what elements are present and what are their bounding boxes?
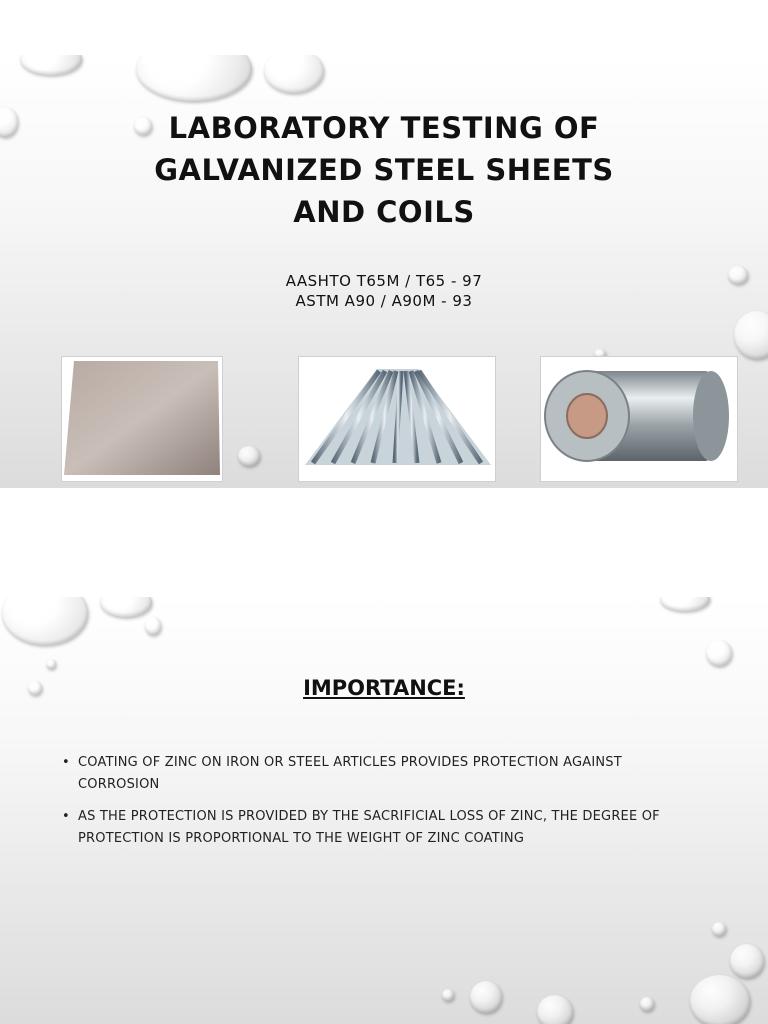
importance-heading: IMPORTANCE: [303,676,465,700]
water-drop [264,55,324,93]
title-line: AND COILS [293,195,475,229]
water-drop [734,311,768,359]
water-drop [136,55,252,101]
importance-bullet-list [62,752,702,860]
water-drop [145,617,161,635]
water-drop [238,446,260,466]
slide-gap [0,488,768,597]
water-drop [100,597,152,617]
importance-slide [0,597,768,1024]
water-drop [2,597,88,645]
title-line: GALVANIZED STEEL SHEETS [154,153,614,187]
standards-subtitle [0,271,768,311]
flat-sheet-image [62,357,222,481]
flat-steel-sheet-photo [61,356,223,482]
water-drop [46,659,56,669]
bullet-item: • AS THE PROTECTION IS PROVIDED BY THE SACRIFICIAL LOSS OF ZINC, THE DEGREE OF PROTECTION IS PROPORTIONAL TO THE WEIGHT OF ZINC COATING [62,806,702,850]
water-drop [712,922,726,936]
bullet-item: • COATING OF ZINC ON IRON OR STEEL ARTICLES PROVIDES PROTECTION AGAINST CORROSION [62,752,702,796]
water-drop [442,989,454,1001]
title-line: LABORATORY TESTING OF [168,111,600,145]
water-drop [730,944,764,978]
steel-coil-image [541,357,737,481]
water-drop [660,597,710,611]
corrugated-sheet-image [299,357,495,481]
title-slide [0,55,768,488]
steel-coil-photo [540,356,738,482]
water-drop [640,997,654,1011]
corrugated-sheet-photo [298,356,496,482]
slide-title [0,107,768,233]
water-drop [470,981,502,1013]
water-drop [706,640,732,666]
subtitle-line: AASHTO T65M / T65 - 97 [285,272,483,290]
water-drop [690,975,750,1024]
subtitle-line: ASTM A90 / A90M - 93 [295,292,473,310]
water-drop [20,55,82,75]
water-drop [537,995,573,1024]
